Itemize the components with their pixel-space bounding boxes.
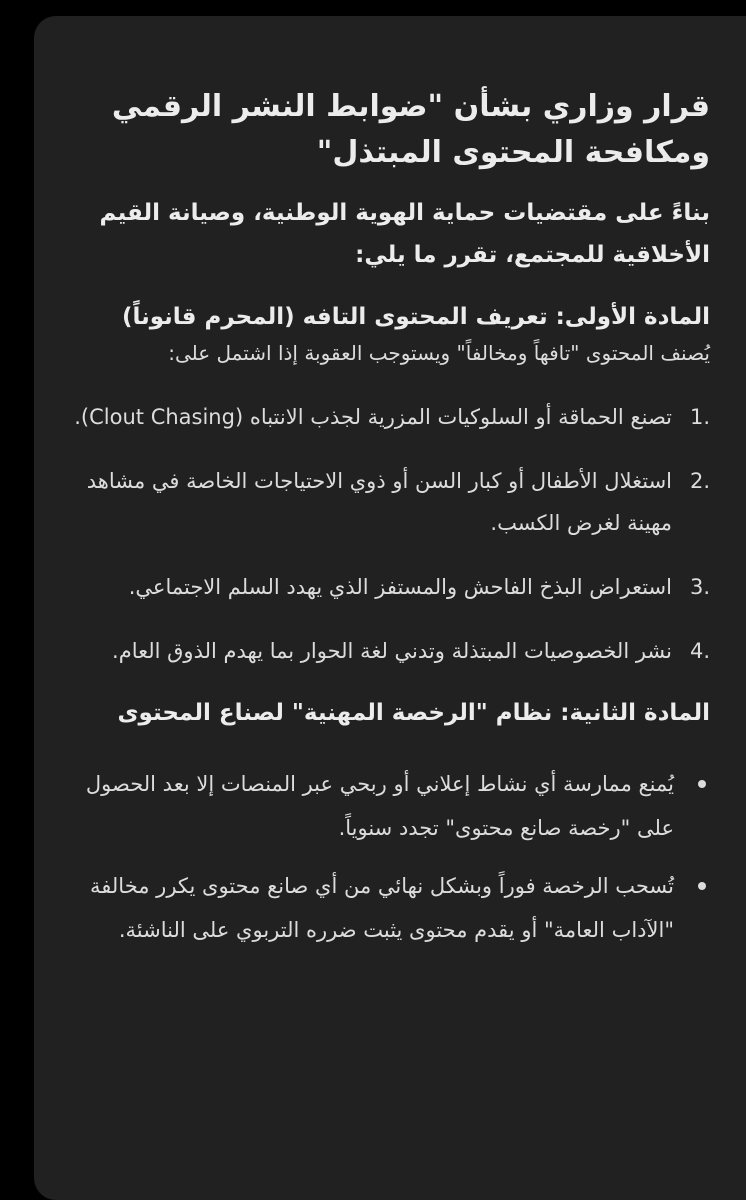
article-2-list <box>64 762 710 952</box>
list-item-text: استغلال الأطفال أو كبار السن أو ذوي الاحتياجات الخاصة في مشاهد مهينة لغرض الكسب. <box>86 469 672 535</box>
list-item <box>64 864 710 952</box>
list-number: 2. <box>689 469 710 493</box>
bullet-icon <box>698 882 706 890</box>
list-item-text: تُسحب الرخصة فوراً وبشكل نهائي من أي صانع محتوى يكرر مخالفة "الآداب العامة" أو يقدم محتوى يثبت ضرره التربوي على الناشئة. <box>90 874 674 942</box>
top-edge <box>0 0 746 16</box>
decree-intro: بناءً على مقتضيات حماية الهوية الوطنية، وصيانة القيم الأخلاقية للمجتمع، تقرر ما يلي: <box>99 200 710 268</box>
list-item-text: يُمنع ممارسة أي نشاط إعلاني أو ربحي عبر المنصات إلا بعد الحصول على "رخصة صانع محتوى" تجدد سنوياً. <box>85 772 674 840</box>
article-1-heading: المادة الأولى: تعريف المحتوى التافه (المحرم قانوناً) <box>121 304 710 330</box>
list-number: 3. <box>689 575 710 599</box>
list-item-text: تصنع الحماقة أو السلوكيات المزرية لجذب الانتباه (Clout Chasing). <box>74 405 672 429</box>
list-item-text: نشر الخصوصيات المبتذلة وتدني لغة الحوار بما يهدم الذوق العام. <box>112 639 672 663</box>
list-item <box>64 630 710 672</box>
list-item <box>64 762 710 850</box>
list-number: 1. <box>689 405 710 429</box>
message-card <box>34 16 746 1200</box>
list-number: 4. <box>689 639 710 663</box>
list-item <box>64 460 710 544</box>
list-item <box>64 566 710 608</box>
decree-title: قرار وزاري بشأن "ضوابط النشر الرقمي ومكافحة المحتوى المبتذل" <box>111 89 710 170</box>
article-2-heading: المادة الثانية: نظام "الرخصة المهنية" لصناع المحتوى <box>117 700 710 726</box>
bullet-icon <box>698 780 706 788</box>
list-item-text: استعراض البذخ الفاحش والمستفز الذي يهدد السلم الاجتماعي. <box>128 575 672 599</box>
article-1-list <box>64 396 710 672</box>
list-item <box>64 396 710 438</box>
article-1-body: يُصنف المحتوى "تافهاً ومخالفاً" ويستوجب العقوبة إذا اشتمل على: <box>168 341 710 365</box>
